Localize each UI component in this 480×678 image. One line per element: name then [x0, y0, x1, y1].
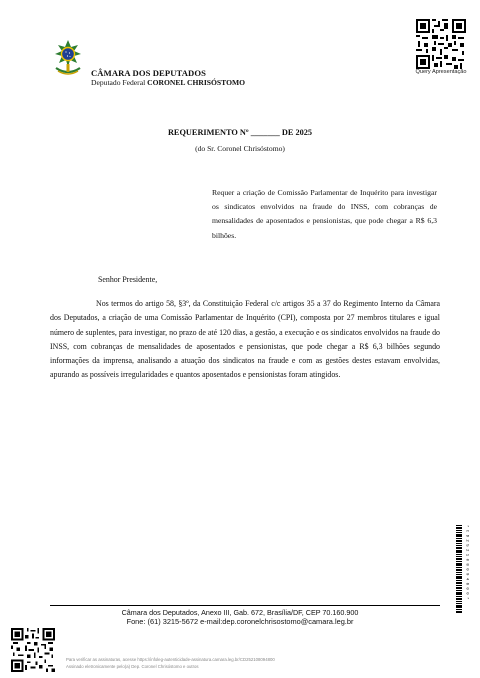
deputy-line — [91, 78, 245, 87]
coat-of-arms-icon — [50, 38, 86, 78]
salutation: Senhor Presidente, — [98, 275, 158, 284]
request-author: (do Sr. Coronel Chrisóstomo) — [195, 144, 285, 153]
chamber-name: CÂMARA DOS DEPUTADOS — [91, 68, 206, 78]
verification-signed: Assinado eletronicamente pelo(a) Dep. Coronel Chrisóstomo e outros — [66, 663, 199, 669]
qr-caption: Query Apresentação — [415, 69, 467, 75]
footer-contact: Fone: (61) 3215-5672 e-mail:dep.coronelchrisostomo@camara.leg.br — [126, 617, 354, 626]
deputy-name: CORONEL CHRISÓSTOMO — [147, 78, 246, 87]
qr-code-top-icon — [416, 19, 466, 69]
side-barcode-icon — [456, 525, 468, 613]
body-paragraph: Nos termos do artigo 58, §3º, da Constituição Federal c/c artigos 35 a 37 do Regimento Interno da Câmara dos Deputados, a criação de uma Comissão Parlamentar de Inquérito (CPI), composta por 27 membros titulares e igual número de suplentes, para investigar, no prazo de até 120 dias, a gestão, a execução e os sindicatos envolvidos na fraude do INSS, com cobranças de mensalidades de aposentados e pensionistas, que pode chegar a R$ 6,3 bilhões segundo informações da imprensa, analisando a atuação dos sindicatos na fraude e com as gestões destes estavam envolvidas, apurando as possíveis irregularidades e quantos aposentados e pensionistas foram atingidos. — [50, 299, 440, 380]
verification-note — [66, 657, 275, 670]
footer-divider — [50, 605, 440, 606]
ementa-paragraph: Requer a criação de Comissão Parlamentar de Inquérito para investigar os sindicatos envolvidos na fraude do INSS, com cobranças de mensalidades de aposentados e pensionistas, que pode chegar a R$ 6,3 bilhões. — [212, 188, 437, 240]
side-barcode-code: * C D 2 5 2 1 0 8 0 9 4 8 0 0 * — [464, 525, 469, 600]
request-title: REQUERIMENTO Nº _______ DE 2025 — [167, 128, 313, 137]
qr-code-bottom-icon — [11, 628, 55, 672]
verification-link[interactable]: Para verificar as assinaturas, acesse https://infoleg-autenticidade-assinatura.camara.leg.br/CD252108094800 — [66, 657, 275, 662]
footer-address: Câmara dos Deputados, Anexo III, Gab. 672, Brasília/DF, CEP 70.160.900 — [121, 608, 359, 617]
deputy-prefix: Deputado Federal — [91, 78, 148, 87]
